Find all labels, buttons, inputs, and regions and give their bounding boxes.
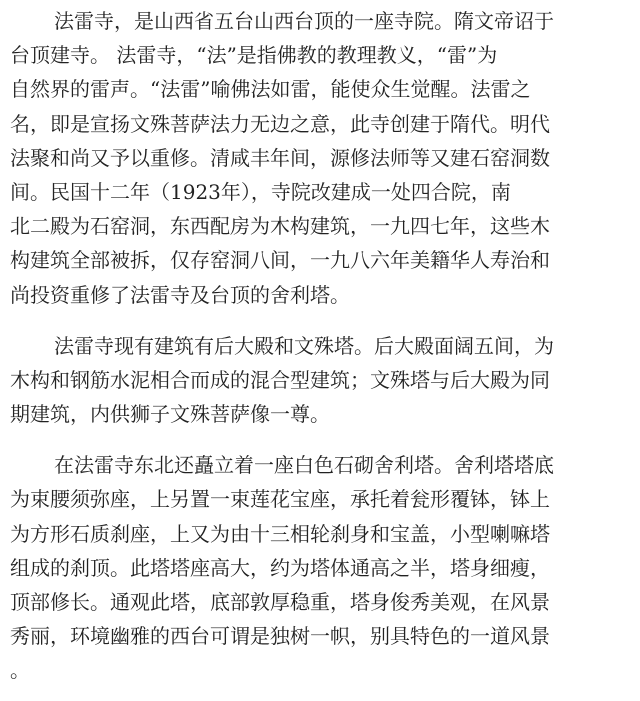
text-line: 名，即是宣扬文殊菩萨法力无边之意，此寺创建于隋代。明代 — [10, 111, 550, 136]
text-line: 为方形石质刹座，上又为由十三相轮刹身和宝盖，小型喇嘛塔 — [10, 521, 550, 546]
document-page — [10, 4, 634, 688]
text-line: 北二殿为石窑洞，东西配房为木构建筑，一九四七年，这些木 — [10, 214, 550, 239]
text-line: 法雷寺现有建筑有后大殿和文殊塔。后大殿面阔五间，为 — [54, 333, 554, 358]
paragraph-history — [10, 4, 634, 312]
text-line: 间。民国十二年（1923年），寺院改建成一处四合院，南 — [10, 179, 511, 204]
text-line: 在法雷寺东北还矗立着一座白色石砌舍利塔。舍利塔塔底 — [54, 453, 554, 478]
text-line: 秀丽，环境幽雅的西台可谓是独树一帜，别具特色的一道风景 — [10, 624, 550, 649]
text-line: 木构和钢筋水泥相合而成的混合型建筑；文殊塔与后大殿为同 — [10, 367, 550, 392]
paragraph-stupa — [10, 448, 634, 687]
paragraph-buildings — [10, 329, 634, 432]
text-line: 期建筑，内供狮子文殊菩萨像一尊。 — [10, 402, 330, 427]
text-line: 构建筑全部被拆，仅存窑洞八间，一九八六年美籍华人寿治和 — [10, 248, 550, 273]
text-line: 为束腰须弥座，上另置一束莲花宝座，承托着瓮形覆钵，钵上 — [10, 487, 550, 512]
text-line: 。 — [10, 658, 30, 683]
text-line: 台顶建寺。 法雷寺，“法”是指佛教的教理教义，“雷”为 — [10, 43, 498, 68]
text-line: 自然界的雷声。“法雷”喻佛法如雷，能使众生觉醒。法雷之 — [10, 77, 531, 102]
text-line: 顶部修长。通观此塔，底部敦厚稳重，塔身俊秀美观，在风景 — [10, 590, 550, 614]
text-line: 组成的刹顶。此塔塔座高大，约为塔体通高之半，塔身细瘦， — [10, 555, 550, 580]
text-line: 法雷寺，是山西省五台山西台顶的一座寺院。隋文帝诏于 — [54, 9, 554, 33]
text-line: 尚投资重修了法雷寺及台顶的舍利塔。 — [10, 282, 350, 307]
text-line: 法聚和尚又予以重修。清咸丰年间，源修法师等又建石窑洞数 — [10, 145, 550, 170]
